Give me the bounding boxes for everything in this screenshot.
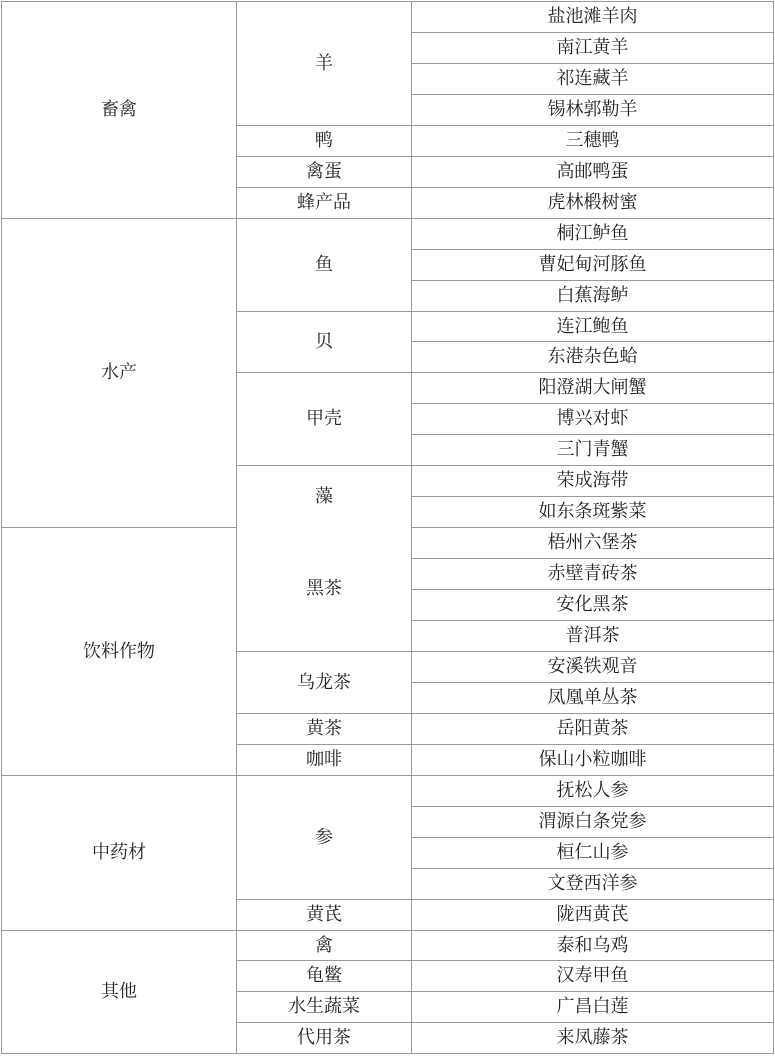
group-cell: 黑茶 (236, 527, 412, 652)
group-cell: 代用茶 (236, 1022, 412, 1054)
item-cell: 抚松人参 (411, 775, 774, 807)
item-cell: 文登西洋参 (411, 868, 774, 900)
group-cell: 咖啡 (236, 744, 412, 776)
item-cell: 荣成海带 (411, 465, 774, 497)
group-cell: 藻 (236, 465, 412, 528)
category-cell: 水产 (1, 218, 237, 528)
group-cell: 鱼 (236, 218, 412, 312)
item-cell: 普洱茶 (411, 620, 774, 652)
item-cell: 来凤藤茶 (411, 1022, 774, 1054)
item-cell: 三穗鸭 (411, 125, 774, 157)
group-cell: 甲壳 (236, 372, 412, 466)
item-cell: 祁连藏羊 (411, 63, 774, 95)
item-cell: 汉寿甲鱼 (411, 960, 774, 992)
item-cell: 东港杂色蛤 (411, 341, 774, 373)
item-cell: 盐池滩羊肉 (411, 1, 774, 33)
group-cell: 黄芪 (236, 899, 412, 931)
item-cell: 赤壁青砖茶 (411, 558, 774, 590)
item-cell: 广昌白莲 (411, 991, 774, 1023)
group-cell: 参 (236, 775, 412, 900)
item-cell: 三门青蟹 (411, 434, 774, 466)
category-cell: 中药材 (1, 775, 237, 931)
item-cell: 桐江鲈鱼 (411, 218, 774, 250)
group-cell: 禽蛋 (236, 156, 412, 188)
item-cell: 岳阳黄茶 (411, 713, 774, 745)
item-cell: 连江鲍鱼 (411, 311, 774, 342)
group-cell: 鸭 (236, 125, 412, 157)
item-cell: 保山小粒咖啡 (411, 744, 774, 776)
group-cell: 贝 (236, 311, 412, 373)
item-cell: 安化黑茶 (411, 589, 774, 621)
item-cell: 虎林椴树蜜 (411, 187, 774, 219)
group-cell: 黄茶 (236, 713, 412, 745)
item-cell: 桓仁山参 (411, 837, 774, 869)
category-cell: 其他 (1, 930, 237, 1054)
item-cell: 凤凰单丛茶 (411, 682, 774, 714)
item-cell: 渭源白条党参 (411, 806, 774, 838)
item-cell: 阳澄湖大闸蟹 (411, 372, 774, 404)
item-cell: 如东条斑紫菜 (411, 496, 774, 528)
group-cell: 羊 (236, 1, 412, 126)
item-cell: 博兴对虾 (411, 403, 774, 435)
item-cell: 南江黄羊 (411, 32, 774, 64)
item-cell: 泰和乌鸡 (411, 930, 774, 961)
category-cell: 饮料作物 (1, 527, 237, 776)
item-cell: 陇西黄芪 (411, 899, 774, 931)
group-cell: 龟鳖 (236, 960, 412, 992)
group-cell: 蜂产品 (236, 187, 412, 219)
item-cell: 曹妃甸河豚鱼 (411, 249, 774, 281)
category-cell: 畜禽 (1, 1, 237, 219)
item-cell: 白蕉海鲈 (411, 280, 774, 312)
group-cell: 水生蔬菜 (236, 991, 412, 1023)
group-cell: 乌龙茶 (236, 651, 412, 714)
item-cell: 梧州六堡茶 (411, 527, 774, 559)
item-cell: 安溪铁观音 (411, 651, 774, 683)
group-cell: 禽 (236, 930, 412, 961)
item-cell: 锡林郭勒羊 (411, 94, 774, 126)
item-cell: 高邮鸭蛋 (411, 156, 774, 188)
